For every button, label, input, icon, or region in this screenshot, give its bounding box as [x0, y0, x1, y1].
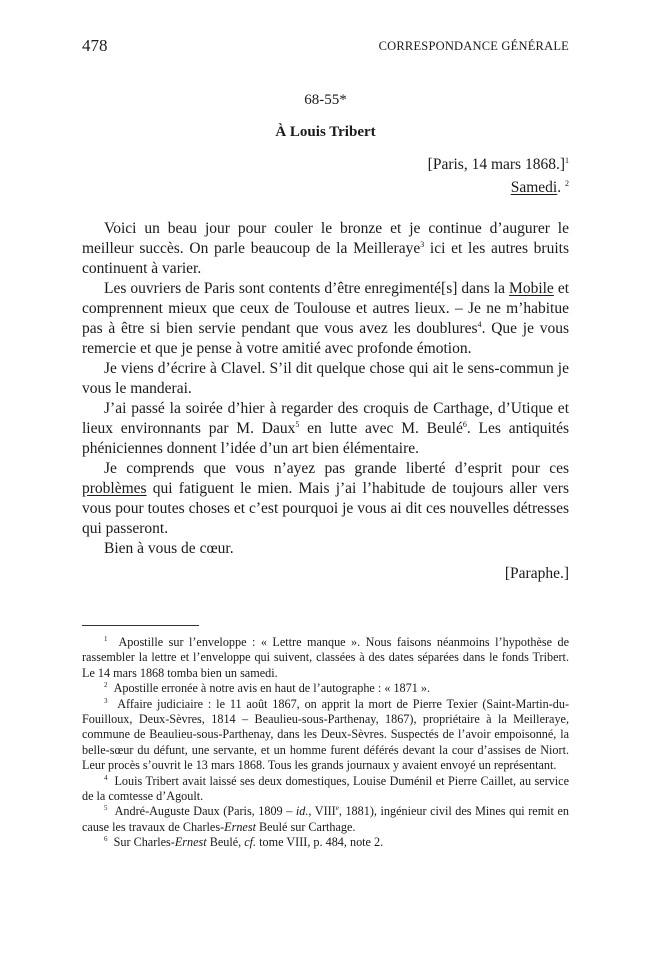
- paragraph-4: [82, 399, 569, 459]
- page-header: [82, 36, 569, 58]
- letter-day: Samedi: [510, 179, 558, 196]
- footnote-4-text: Louis Tribert avait laissé ses deux domestiques, Louise Duménil et Pierre Caillet, au service de la comtesse d’Agoult.: [82, 773, 570, 804]
- footnote-3-mark: 3: [104, 696, 108, 705]
- letter-day-suffix: .: [557, 179, 562, 196]
- note-ref-3[interactable]: 3: [420, 239, 425, 249]
- footnote-4: [82, 774, 569, 805]
- paragraph-4-text-a: J’ai passé la soirée d’hier à regarder des croquis de Carthage, d’Utique et lieux environnants par M. Daux: [82, 400, 569, 437]
- paragraph-2-text-b: . Que je vous remercie et que je pense à votre amitié avec profonde émotion.: [82, 320, 569, 357]
- paragraph-4-text-b: en lutte avec M. Beulé: [299, 420, 463, 437]
- letter-closing: [Paraphe.]: [504, 565, 569, 582]
- paragraph-1: [82, 219, 569, 279]
- running-title: CORRESPONDANCE GÉNÉRALE: [378, 39, 569, 53]
- letter-addressee: À Louis Tribert: [275, 124, 376, 140]
- footnote-5-text-d: Beulé sur Carthage.: [255, 819, 356, 834]
- page-number: 478: [82, 36, 108, 55]
- footnote-4-mark: 4: [104, 773, 108, 782]
- letter-dateline: [82, 153, 569, 199]
- footnote-6: [82, 835, 569, 850]
- footnote-2-text: Apostille erronée à notre avis en haut de l’autographe : « 1871 ».: [113, 681, 431, 696]
- footnote-3: [82, 697, 569, 774]
- footnote-6-ernest: Ernest: [174, 835, 207, 850]
- footnote-6-text-c: tome VIII, p. 484, note 2.: [256, 835, 384, 850]
- paragraph-3: Je viens d’écrire à Clavel. S’il dit quelque chose qui ait le sens-commun je vous le manderai.: [82, 360, 569, 397]
- footnote-6-cf: cf.: [244, 835, 257, 850]
- note-ref-6[interactable]: 6: [462, 419, 467, 429]
- paragraph-2-lead: Les ouvriers de Paris sont contents d’être enregimenté[s] dans la: [104, 280, 510, 297]
- page: [82, 36, 569, 851]
- footnote-5: [82, 804, 569, 835]
- paragraph-5-lead: Je comprends que vous n’ayez pas grande liberté d’esprit pour ces: [104, 460, 569, 477]
- letter-body: [82, 219, 569, 559]
- paragraph-6: Bien à vous de cœur.: [104, 540, 234, 557]
- footnote-5-ernest: Ernest: [224, 819, 256, 834]
- note-ref-2[interactable]: 2: [565, 178, 569, 188]
- footnote-5-id: id.: [295, 804, 309, 819]
- footnote-6-mark: 6: [104, 835, 108, 844]
- letter-date: [Paris, 14 mars 1868.]: [427, 156, 565, 173]
- footnote-1: [82, 635, 569, 681]
- paragraph-4-text-c: . Les antiquités phéniciennes donnent l’idée d’un art bien élémentaire.: [82, 420, 569, 457]
- footnote-6-text-a: Sur Charles-: [113, 835, 175, 850]
- letter-number: 68-55*: [304, 92, 347, 108]
- footnote-rule: [82, 625, 199, 626]
- footnotes: [82, 635, 569, 851]
- note-ref-1[interactable]: 1: [565, 155, 569, 165]
- footnote-3-text: Affaire judiciaire : le 11 août 1867, on apprit la mort de Pierre Texier (Saint-Martin-du-Fouilloux, Deux-Sèvres, 1814 – Beaulieu-sous-Parthenay, 1867), propriétaire à la Meilleraye, commune de Beaulieu-sous-Parthenay, dans les Deux-Sèvres. Suspectés de l’avoir empoisonné, la belle-sœur du défunt, une servante, et un homme furent déférés devant la cour d’assises de Niort. Leur procès s’ouvrit le 13 mars 1868. Tous les grands journaux y avaient envoyé un représentant.: [82, 696, 570, 773]
- footnote-5-sup: e: [335, 804, 339, 813]
- paragraph-5-rest: qui fatiguent le mien. Mais j’ai l’habitude de toujours aller vers vous pour toutes choses et c’est pourquoi je vous ai dit ces nouvelles détresses qui passeront.: [82, 480, 569, 537]
- footnote-5-mark: 5: [104, 804, 108, 813]
- footnote-5-text-b: , VIII: [308, 804, 336, 819]
- paragraph-2: [82, 279, 569, 359]
- footnote-2: [82, 681, 569, 696]
- paragraph-1-text-a: Voici un beau jour pour couler le bronze et je continue d’augurer le meilleur succès. On parle beaucoup de la Meilleraye: [82, 220, 569, 257]
- footnote-5-text-c: , 1881), ingénieur civil des Mines qui remit en cause les travaux de Charles-: [82, 804, 569, 834]
- note-ref-5[interactable]: 5: [295, 419, 300, 429]
- footnote-6-text-b: Beulé,: [206, 835, 245, 850]
- underlined-problemes: problèmes: [82, 480, 147, 497]
- underlined-mobile: Mobile: [509, 280, 554, 297]
- footnote-2-mark: 2: [104, 681, 108, 690]
- footnote-1-text: Apostille sur l’enveloppe : « Lettre manque ». Nous faisons néanmoins l’hypothèse de rassembler la lettre et l’enveloppe qui suivent, classées à des dates séparées dans le fonds Tribert. Le 14 mars 1868 tomba bien un samedi.: [82, 635, 569, 680]
- paragraph-2-text-a: et comprennent mieux que ceux de Toulouse et autres lieux. – Je ne m’habitue pas à être si bien servie pendant que vous avez les doublures: [82, 280, 570, 337]
- paragraph-1-text-b: ici et les autres bruits continuent à varier.: [82, 240, 569, 277]
- note-ref-4[interactable]: 4: [477, 319, 482, 329]
- footnote-5-text-a: André-Auguste Daux (Paris, 1809 –: [114, 804, 296, 819]
- footnote-1-mark: 1: [104, 634, 108, 643]
- paragraph-5: [82, 459, 569, 539]
